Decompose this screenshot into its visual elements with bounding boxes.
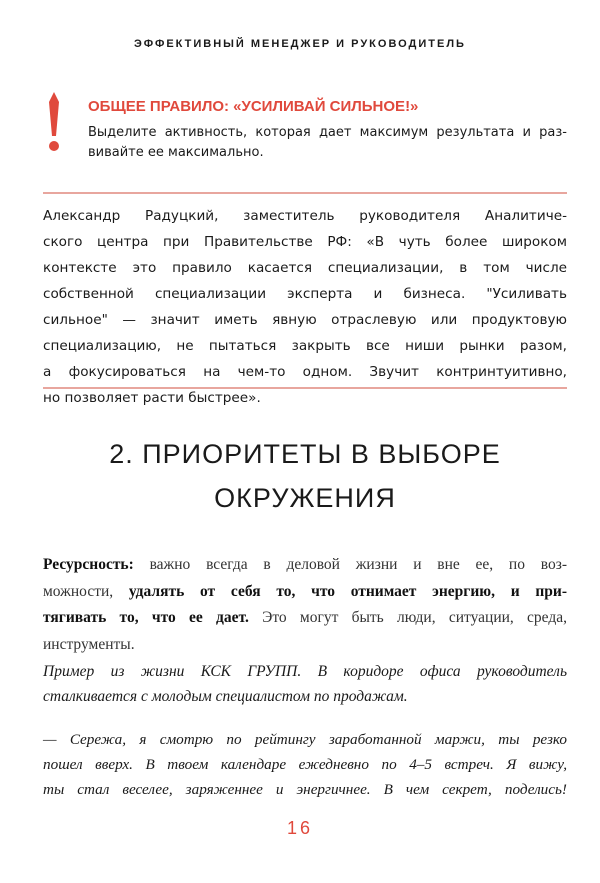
text-line: инструменты. (43, 635, 135, 653)
divider-bottom (43, 387, 567, 389)
heading-line: ОКРУЖЕНИЯ (214, 483, 396, 513)
text-line: собственной специализации эксперта и бизнеса. "Усиливать (43, 286, 567, 302)
text-line: — Сережа, я смотрю по рейтингу заработанной маржи, ты резко (43, 731, 567, 748)
rule-title: ОБЩЕЕ ПРАВИЛО: «УСИЛИВАЙ СИЛЬНОЕ!» (88, 98, 419, 115)
text-line (43, 579, 567, 606)
expert-quote (43, 203, 567, 411)
text-span: важно всегда в деловой жизни и вне ее, по воз- (133, 556, 567, 573)
text-span: можности, (43, 582, 129, 600)
text-line (43, 605, 567, 632)
bold-span: удалять от себя то, что отнимает энергию, и при- (128, 582, 568, 600)
exclamation-icon (43, 92, 65, 154)
text-line: ты стал веселее, заряженнее и энергичнее. В чем секрет, поделись! (43, 781, 567, 798)
page-number: 16 (286, 818, 314, 838)
text-line: сильное" — значит иметь явную отраслевую или продуктовую (43, 312, 567, 328)
rule-text (88, 123, 567, 163)
text-line: Пример из жизни КСК ГРУПП. В коридоре офиса руководитель (43, 663, 567, 680)
bold-term: Ресурсность: (43, 556, 134, 573)
text-line: но позволяет расти быстрее». (43, 390, 261, 406)
text-line (43, 552, 567, 579)
text-line: Александр Радуцкий, заместитель руководителя Аналитиче- (43, 208, 567, 224)
text-line: пошел вверх. В твоем календаре ежедневно по 4–5 встреч. Я вижу, (43, 756, 567, 773)
divider-top (43, 192, 567, 194)
bold-span: тягивать то, что ее дает. (43, 609, 249, 626)
text-line: контексте это правило касается специализации, в том числе (43, 260, 567, 276)
text-line: ского центра при Правительстве РФ: «В чуть более широком (43, 234, 567, 250)
heading-line: 2. ПРИОРИТЕТЫ В ВЫБОРЕ (109, 439, 501, 469)
example-paragraph (43, 659, 567, 709)
dialog-paragraph (43, 727, 567, 802)
running-head: ЭФФЕКТИВНЫЙ МЕНЕДЖЕР И РУКОВОДИТЕЛЬ (134, 38, 466, 50)
text-line: специализацию, не пытаться закрыть все ниши рынки разом, (43, 338, 567, 354)
text-line: а фокусироваться на чем-то одном. Звучит контринтуитивно, (43, 364, 567, 380)
text-line: сталкивается с молодым специалистом по продажам. (43, 688, 408, 705)
text-span: Это могут быть люди, ситуации, среда, (248, 609, 567, 626)
text-line: вивайте ее максимально. (88, 145, 264, 160)
resource-paragraph (43, 552, 567, 658)
text-line: Выделите активность, которая дает максимум результата и раз- (88, 125, 567, 140)
section-heading (43, 432, 567, 520)
